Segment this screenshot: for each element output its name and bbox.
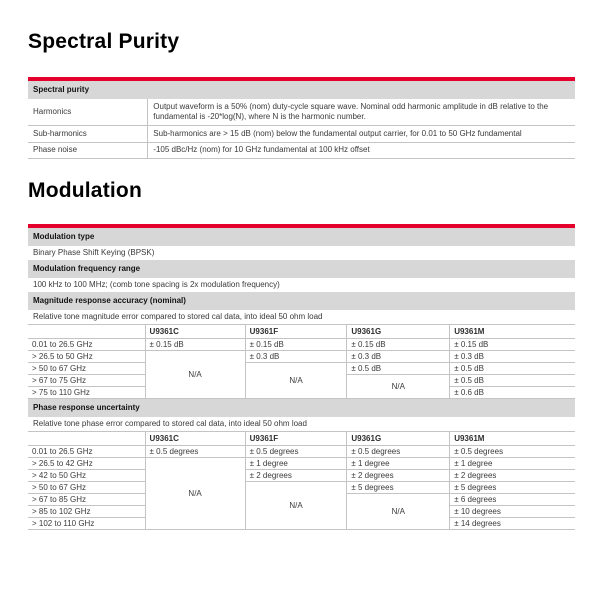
modulation-table — [28, 224, 575, 530]
value-cell: ± 0.5 degrees — [145, 446, 245, 458]
magnitude-response-table — [28, 325, 575, 399]
column-header-row — [28, 325, 575, 339]
na-cell: N/A — [145, 458, 245, 530]
table-header-modulation-type: Modulation type — [28, 228, 575, 246]
row-label: Sub-harmonics — [28, 126, 148, 143]
row-label: > 26.5 to 50 GHz — [28, 351, 145, 363]
value-cell: ± 0.5 degrees — [347, 446, 450, 458]
value-cell: ± 1 degree — [347, 458, 450, 470]
na-cell: N/A — [145, 351, 245, 399]
table-row — [28, 99, 575, 126]
table-row — [28, 446, 575, 458]
spectral-purity-kv-table — [28, 99, 575, 159]
row-value: -105 dBc/Hz (nom) for 10 GHz fundamental at 100 kHz offset — [148, 142, 575, 159]
value-cell: ± 10 degrees — [450, 506, 575, 518]
row-label: 0.01 to 26.5 GHz — [28, 339, 145, 351]
row-label: > 67 to 85 GHz — [28, 494, 145, 506]
value-cell: ± 2 degrees — [245, 470, 347, 482]
row-label: Phase noise — [28, 142, 148, 159]
value-cell: ± 0.5 dB — [347, 363, 450, 375]
table-row — [28, 482, 575, 494]
value-cell: ± 0.5 degrees — [245, 446, 347, 458]
value-cell: ± 1 degree — [245, 458, 347, 470]
value-cell: ± 0.3 dB — [245, 351, 347, 363]
row-label: > 75 to 110 GHz — [28, 387, 145, 399]
column-header: U9361G — [347, 325, 450, 339]
na-cell: N/A — [347, 494, 450, 530]
column-header-row — [28, 432, 575, 446]
value-cell: ± 0.15 dB — [347, 339, 450, 351]
row-label: 0.01 to 26.5 GHz — [28, 446, 145, 458]
value-cell: ± 5 degrees — [347, 482, 450, 494]
value-cell: ± 5 degrees — [450, 482, 575, 494]
section-title-spectral-purity: Spectral Purity — [28, 30, 180, 53]
row-value: Sub-harmonics are > 15 dB (nom) below the fundamental output carrier, for 0.01 to 50 GHz fundamental — [148, 126, 575, 143]
row-label: > 67 to 75 GHz — [28, 375, 145, 387]
table-row — [28, 351, 575, 363]
column-header-empty — [28, 325, 145, 339]
value-cell: ± 2 degrees — [450, 470, 575, 482]
value-cell: ± 0.15 dB — [245, 339, 347, 351]
table-row — [28, 142, 575, 159]
na-cell: N/A — [245, 363, 347, 399]
column-header: U9361M — [450, 325, 575, 339]
column-header: U9361G — [347, 432, 450, 446]
table-header-modulation-frequency-range: Modulation frequency range — [28, 260, 575, 278]
table-header-phase-response: Phase response uncertainty — [28, 399, 575, 417]
row-label: > 50 to 67 GHz — [28, 363, 145, 375]
table-row — [28, 339, 575, 351]
value-cell: ± 0.3 dB — [450, 351, 575, 363]
value-cell: ± 1 degree — [450, 458, 575, 470]
phase-response-description: Relative tone phase error compared to stored cal data, into ideal 50 ohm load — [28, 417, 575, 432]
column-header: U9361C — [145, 325, 245, 339]
row-value: Output waveform is a 50% (nom) duty-cycle square wave. Nominal odd harmonic amplitude in dB relative to the fundamental is -20*log(N), where N is the harmonic number. — [148, 99, 575, 126]
column-header-empty — [28, 432, 145, 446]
value-cell: ± 0.5 degrees — [450, 446, 575, 458]
column-header: U9361F — [245, 432, 347, 446]
value-cell: ± 0.15 dB — [450, 339, 575, 351]
na-cell: N/A — [347, 375, 450, 399]
value-cell: ± 14 degrees — [450, 518, 575, 530]
row-label: > 102 to 110 GHz — [28, 518, 145, 530]
phase-response-table — [28, 432, 575, 530]
value-cell: ± 0.15 dB — [145, 339, 245, 351]
table-row — [28, 470, 575, 482]
table-header-magnitude-response: Magnitude response accuracy (nominal) — [28, 292, 575, 310]
value-cell: ± 0.5 dB — [450, 363, 575, 375]
table-row — [28, 126, 575, 143]
value-cell: ± 0.3 dB — [347, 351, 450, 363]
column-header: U9361F — [245, 325, 347, 339]
row-label: > 85 to 102 GHz — [28, 506, 145, 518]
row-label: > 26.5 to 42 GHz — [28, 458, 145, 470]
row-label: > 42 to 50 GHz — [28, 470, 145, 482]
na-cell: N/A — [245, 482, 347, 530]
table-row — [28, 458, 575, 470]
magnitude-response-description: Relative tone magnitude error compared to stored cal data, into ideal 50 ohm load — [28, 310, 575, 325]
modulation-type-value: Binary Phase Shift Keying (BPSK) — [28, 246, 575, 260]
spectral-purity-table — [28, 77, 575, 159]
value-cell: ± 0.6 dB — [450, 387, 575, 399]
value-cell: ± 2 degrees — [347, 470, 450, 482]
section-title-modulation: Modulation — [28, 179, 142, 202]
value-cell: ± 0.5 dB — [450, 375, 575, 387]
row-label: > 50 to 67 GHz — [28, 482, 145, 494]
column-header: U9361C — [145, 432, 245, 446]
column-header: U9361M — [450, 432, 575, 446]
modulation-frequency-value: 100 kHz to 100 MHz; (comb tone spacing is 2x modulation frequency) — [28, 278, 575, 292]
row-label: Harmonics — [28, 99, 148, 126]
value-cell: ± 6 degrees — [450, 494, 575, 506]
table-header-spectral-purity: Spectral purity — [28, 81, 575, 99]
table-row — [28, 363, 575, 375]
